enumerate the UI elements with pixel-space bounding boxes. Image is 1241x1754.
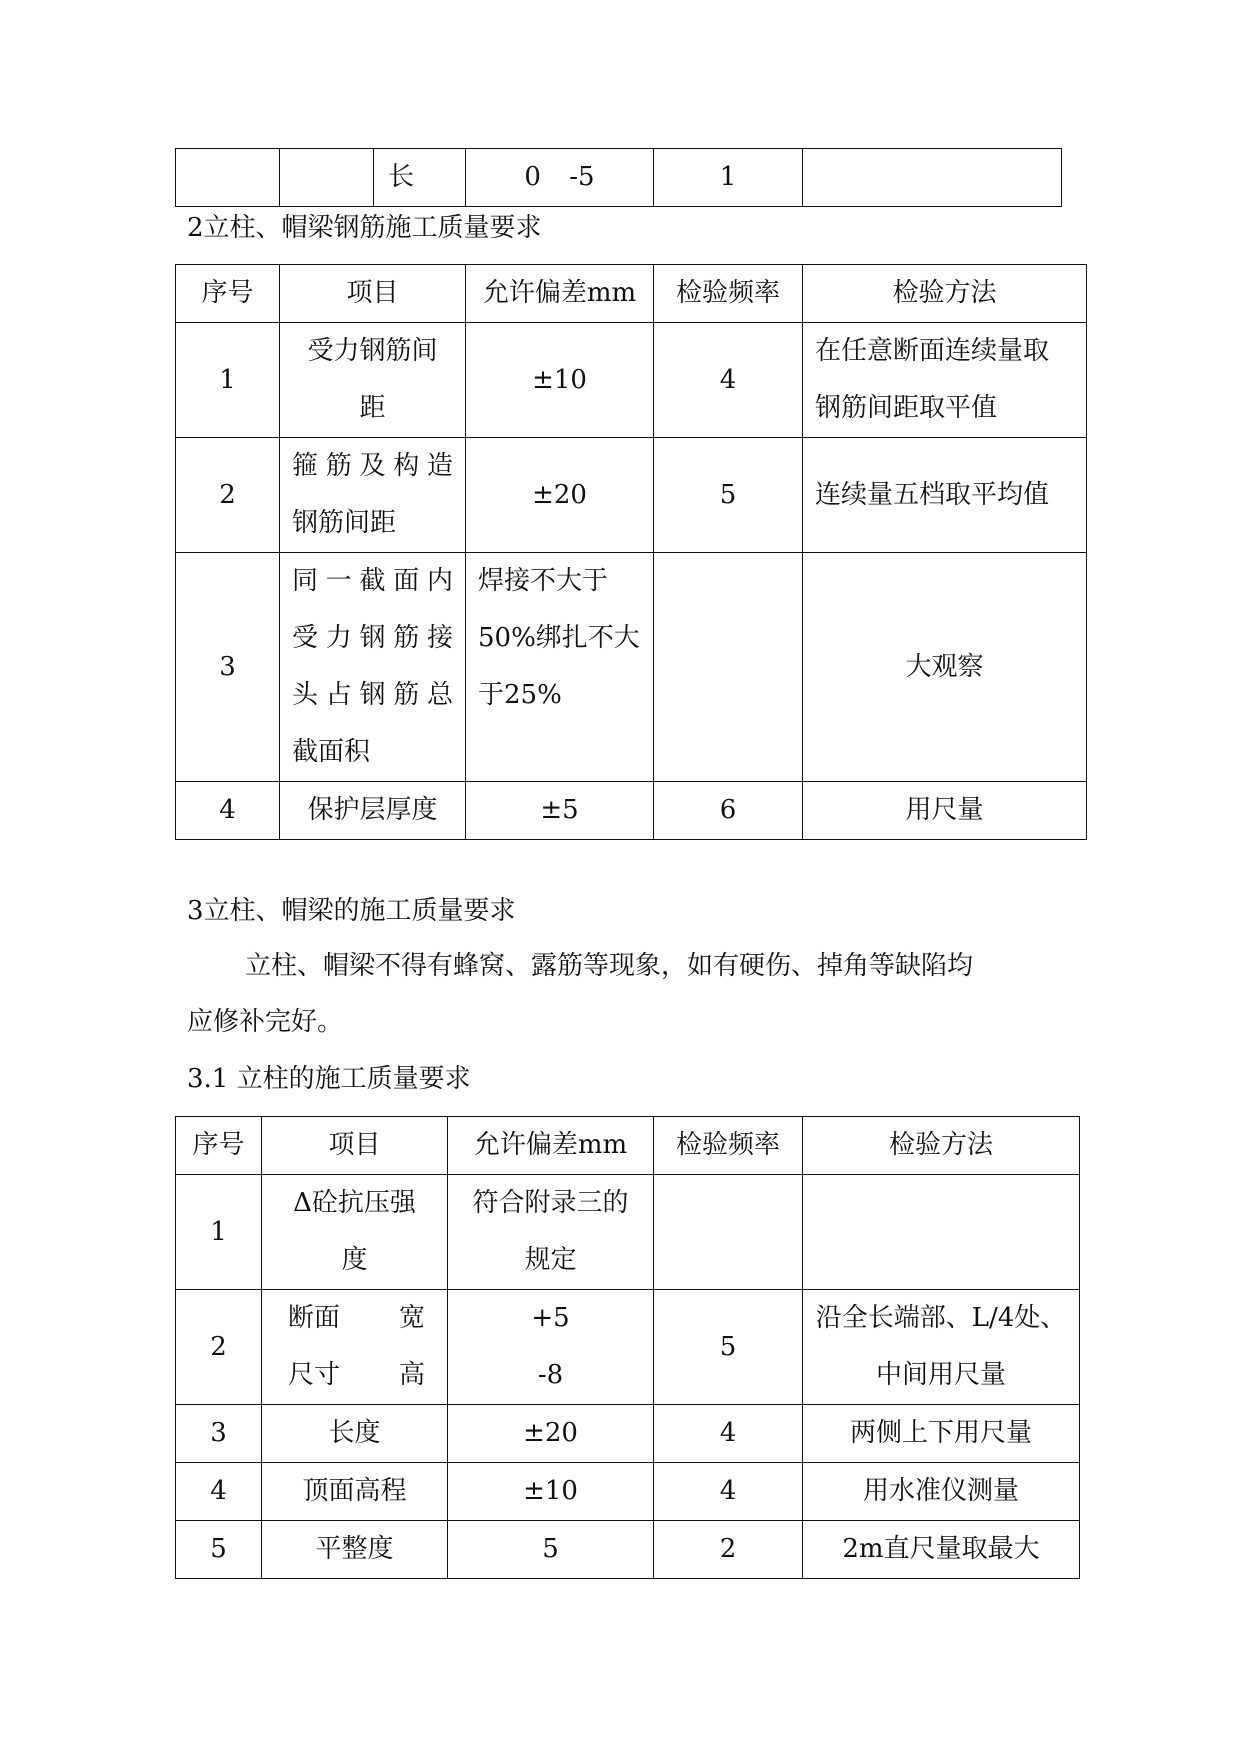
cell-method xyxy=(803,1290,1080,1405)
cell-method xyxy=(803,553,1087,782)
cell-frequency: 4 xyxy=(654,1463,803,1521)
cell-tolerance: 5 xyxy=(448,1521,654,1579)
cell-tolerance: ±20 xyxy=(466,438,654,553)
cell-frequency xyxy=(654,1175,803,1290)
item-line xyxy=(288,1290,425,1347)
cell-method: 2m直尺量取最大 xyxy=(803,1521,1080,1579)
cell-item xyxy=(280,553,466,782)
column-quality-table xyxy=(175,1116,1080,1579)
cell-method xyxy=(803,782,1087,840)
cell xyxy=(176,149,280,207)
item-text: 尺寸 xyxy=(288,1360,341,1390)
cell-item: 长度 xyxy=(262,1405,448,1463)
table-row xyxy=(176,1290,1080,1405)
header-item: 项目 xyxy=(280,265,466,323)
cell-no: 3 xyxy=(176,1405,262,1463)
tol-line: 50%绑扎不大 xyxy=(478,623,640,653)
table-row xyxy=(176,782,1087,840)
item-line: 受力钢筋接 xyxy=(292,623,453,653)
header-method: 检验方法 xyxy=(803,1117,1080,1175)
section-heading-3: 3立柱、帽梁的施工质量要求 xyxy=(187,896,516,926)
cell-no: 4 xyxy=(176,1463,262,1521)
cell-item xyxy=(280,323,466,438)
tol-line: +5 xyxy=(531,1303,570,1333)
header-no: 序号 xyxy=(176,1117,262,1175)
cell-no: 3 xyxy=(176,553,280,782)
cell-frequency: 2 xyxy=(654,1521,803,1579)
table-header-row xyxy=(176,265,1087,323)
cell-item xyxy=(280,782,466,840)
item-line: 截面积 xyxy=(292,737,371,767)
table-row xyxy=(176,1175,1080,1290)
cell-no: 1 xyxy=(176,323,280,438)
rebar-quality-table xyxy=(175,264,1087,840)
header-no: 序号 xyxy=(176,265,280,323)
cell-no: 5 xyxy=(176,1521,262,1579)
cell-tolerance: ±5 xyxy=(466,782,654,840)
cell-item xyxy=(262,1175,448,1290)
item-line: Δ砼抗压强 xyxy=(293,1188,416,1218)
paragraph-line: 应修补完好。 xyxy=(187,1007,344,1037)
item-line: 头占钢筋总 xyxy=(292,680,453,710)
tol-line: 符合附录三的 xyxy=(472,1188,629,1218)
cell-item xyxy=(280,438,466,553)
cell-method xyxy=(803,1175,1080,1290)
method-line: 在任意断面连续量取 xyxy=(815,336,1050,366)
header-tolerance: 允许偏差mm xyxy=(448,1117,654,1175)
header-method: 检验方法 xyxy=(803,265,1087,323)
cell-no: 1 xyxy=(176,1175,262,1290)
cell: 0 -5 xyxy=(466,149,654,207)
cell-method: 用水准仪测量 xyxy=(803,1463,1080,1521)
cell-frequency: 5 xyxy=(654,438,803,553)
cell-tolerance: ±10 xyxy=(448,1463,654,1521)
item-line: 钢筋间距 xyxy=(292,508,397,538)
item-line: 受力钢筋间 xyxy=(307,336,438,366)
cell-frequency: 6 xyxy=(654,782,803,840)
table-row xyxy=(176,438,1087,553)
item-text: 断面 xyxy=(288,1303,341,1333)
cell-frequency xyxy=(654,553,803,782)
item-line: 度 xyxy=(341,1245,368,1275)
cell-method: 两侧上下用尺量 xyxy=(803,1405,1080,1463)
cell-frequency: 5 xyxy=(654,1290,803,1405)
method-line: 用尺量 xyxy=(905,795,984,825)
item-text: 高 xyxy=(398,1360,425,1390)
section-3-paragraph xyxy=(187,938,1067,1050)
cell-frequency: 4 xyxy=(654,1405,803,1463)
header-frequency: 检验频率 xyxy=(654,265,803,323)
top-partial-table xyxy=(175,148,1062,207)
cell-method xyxy=(803,323,1087,438)
cell-tolerance xyxy=(466,553,654,782)
cell-item: 顶面高程 xyxy=(262,1463,448,1521)
item-line xyxy=(288,1347,425,1404)
table-row xyxy=(176,1463,1080,1521)
item-line: 箍筋及构造 xyxy=(292,451,453,481)
method-line: 连续量五档取平均值 xyxy=(815,479,1050,510)
item-line: 同一截面内 xyxy=(292,566,453,596)
method-line: 大观察 xyxy=(905,651,984,682)
table-header-row xyxy=(176,1117,1080,1175)
section-heading-2: 2立柱、帽梁钢筋施工质量要求 xyxy=(187,213,542,243)
cell-tolerance xyxy=(448,1290,654,1405)
cell-method xyxy=(803,438,1087,553)
cell: 1 xyxy=(654,149,803,207)
paragraph-line: 立柱、帽梁不得有蜂窝、露筋等现象，如有硬伤、掉角等缺陷均 xyxy=(245,951,974,981)
header-item: 项目 xyxy=(262,1117,448,1175)
table-row xyxy=(176,1405,1080,1463)
cell-no: 2 xyxy=(176,438,280,553)
tol-line: 焊接不大于 xyxy=(478,566,609,596)
cell xyxy=(280,149,374,207)
method-line: 钢筋间距取平值 xyxy=(815,393,998,423)
cell-item xyxy=(262,1290,448,1405)
tol-line: 于25% xyxy=(478,680,562,710)
cell-tolerance xyxy=(448,1175,654,1290)
cell-frequency: 4 xyxy=(654,323,803,438)
cell-tolerance: ±10 xyxy=(466,323,654,438)
cell-no: 2 xyxy=(176,1290,262,1405)
cell: 长 xyxy=(374,149,466,207)
header-tolerance: 允许偏差mm xyxy=(466,265,654,323)
tol-line: 规定 xyxy=(524,1245,577,1275)
header-frequency: 检验频率 xyxy=(654,1117,803,1175)
section-heading-3-1: 3.1 立柱的施工质量要求 xyxy=(187,1064,471,1094)
item-line: 保护层厚度 xyxy=(307,795,438,825)
item-text: 宽 xyxy=(398,1303,425,1333)
cell xyxy=(803,149,1062,207)
table-row xyxy=(176,149,1062,207)
table-row xyxy=(176,323,1087,438)
cell-no: 4 xyxy=(176,782,280,840)
method-line: 沿全长端部、L/4处、 xyxy=(815,1303,1067,1333)
item-line: 距 xyxy=(359,393,386,423)
table-row xyxy=(176,1521,1080,1579)
cell-tolerance: ±20 xyxy=(448,1405,654,1463)
cell-item: 平整度 xyxy=(262,1521,448,1579)
tol-line: -8 xyxy=(537,1360,564,1390)
method-line: 中间用尺量 xyxy=(875,1360,1006,1390)
table-row xyxy=(176,553,1087,782)
